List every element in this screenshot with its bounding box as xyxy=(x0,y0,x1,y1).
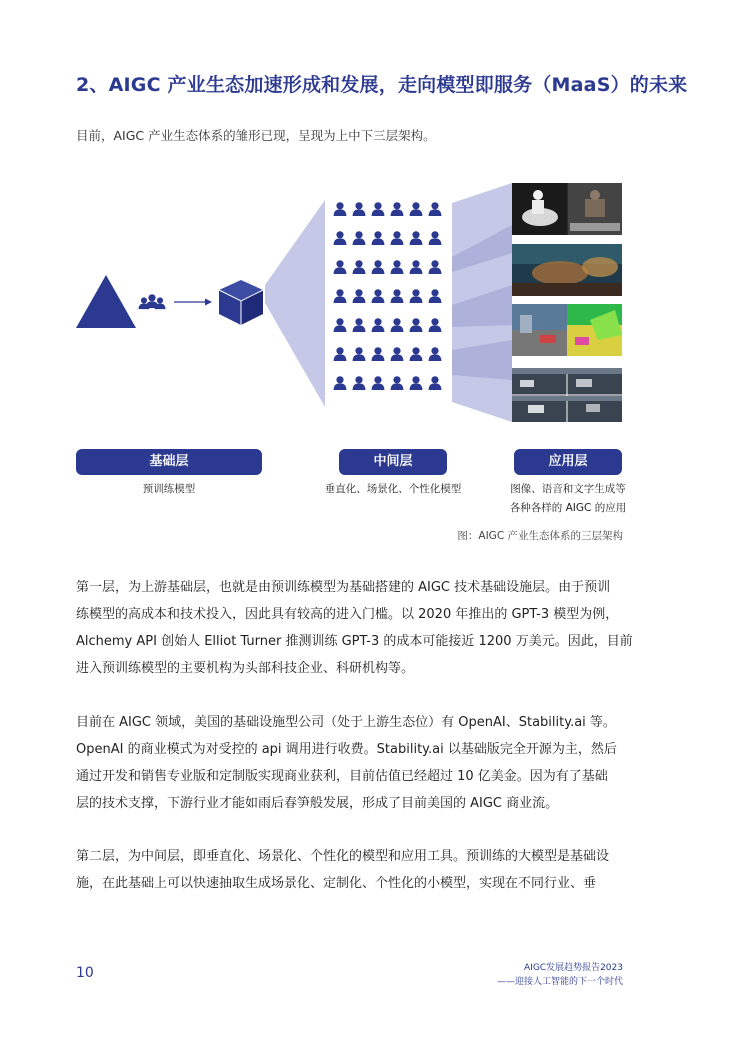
layer-sub-foundation-line: 预训练模型 xyxy=(142,483,196,495)
paragraph-line: 进入预训练模型的主要机构为头部科技企业、科研机构等。 xyxy=(76,661,415,676)
app-image-painting xyxy=(512,244,622,296)
layer-sub-middle-line: 垂直化、场景化、个性化模型 xyxy=(324,483,462,495)
paragraph-line: 练模型的高成本和技术投入，因此具有较高的进入门槛。以 2020 年推出的 GPT-3 模型为例， xyxy=(76,607,619,622)
fan-left xyxy=(265,200,325,407)
cube-icon xyxy=(219,280,263,325)
paragraph-line: 第一层，为上游基础层，也就是由预训练模型为基础搭建的 AIGC 技术基础设施层。由于预训 xyxy=(76,580,611,595)
arrow-right-icon xyxy=(174,299,212,306)
layer-label-foundation: 基础层 xyxy=(76,449,262,475)
paragraph-line: OpenAI 的商业模式为对受控的 api 调用进行收费。Stability.ai 以基础版完全开源为主，然后 xyxy=(76,742,617,757)
layer-label-application: 应用层 xyxy=(514,449,622,475)
paragraph-line: 目前在 AIGC 领域，美国的基础设施型公司（处于上游生态位）有 OpenAI、Stability.ai 等。 xyxy=(76,715,616,730)
layer-label-middle: 中间层 xyxy=(339,449,447,475)
paragraph-1 xyxy=(76,574,636,682)
paragraph-line: Alchemy API 创始人 Elliot Turner 推测训练 GPT-3 的成本可能接近 1200 万美元。因此，目前 xyxy=(76,634,633,649)
paragraph-line: 施，在此基础上可以快速抽取生成场景化、定制化、个性化的小模型，实现在不同行业、垂 xyxy=(76,876,597,891)
triangle-icon xyxy=(76,275,136,328)
page-number: 10 xyxy=(76,965,94,981)
app-image-driving xyxy=(512,368,622,422)
paragraph-2 xyxy=(76,709,636,817)
layer-sub-foundation xyxy=(76,480,262,499)
paragraph-line: 通过开发和销售专业版和定制版实现商业获利，目前估值已经超过 10 亿美金。因为有了基础 xyxy=(76,769,608,784)
intro-text: 目前，AIGC 产业生态体系的雏形已现，呈现为上中下三层架构。 xyxy=(76,128,436,143)
diagram-graphics xyxy=(0,175,755,425)
app-image-astronaut xyxy=(512,183,622,235)
people-group-icon xyxy=(139,294,166,309)
architecture-diagram xyxy=(0,175,755,514)
layer-sub-application xyxy=(494,480,642,518)
layer-sub-middle xyxy=(300,480,486,499)
layer-sub-application-line-1: 图像、语音和文字生成等 xyxy=(510,483,626,495)
report-title: AIGC发展趋势报告2023 xyxy=(524,963,623,973)
section-heading: 2、AIGC 产业生态加速形成和发展，走向模型即服务（MaaS）的未来 xyxy=(76,74,688,96)
paragraph-line: 层的技术支撑，下游行业才能如雨后春笋般发展，形成了目前美国的 AIGC 商业流。 xyxy=(76,796,559,811)
figure-caption: 图：AIGC 产业生态体系的三层架构 xyxy=(457,530,623,542)
paragraph-line: 第二层，为中间层，即垂直化、场景化、个性化的模型和应用工具。预训练的大模型是基础设 xyxy=(76,849,610,864)
paragraph-3 xyxy=(76,843,636,897)
app-image-segmentation xyxy=(512,304,622,356)
layer-sub-application-line-2: 各种各样的 AIGC 的应用 xyxy=(509,502,627,514)
report-subtitle: ——迎接人工智能的下一个时代 xyxy=(496,977,623,987)
middle-column-bg xyxy=(325,200,452,407)
